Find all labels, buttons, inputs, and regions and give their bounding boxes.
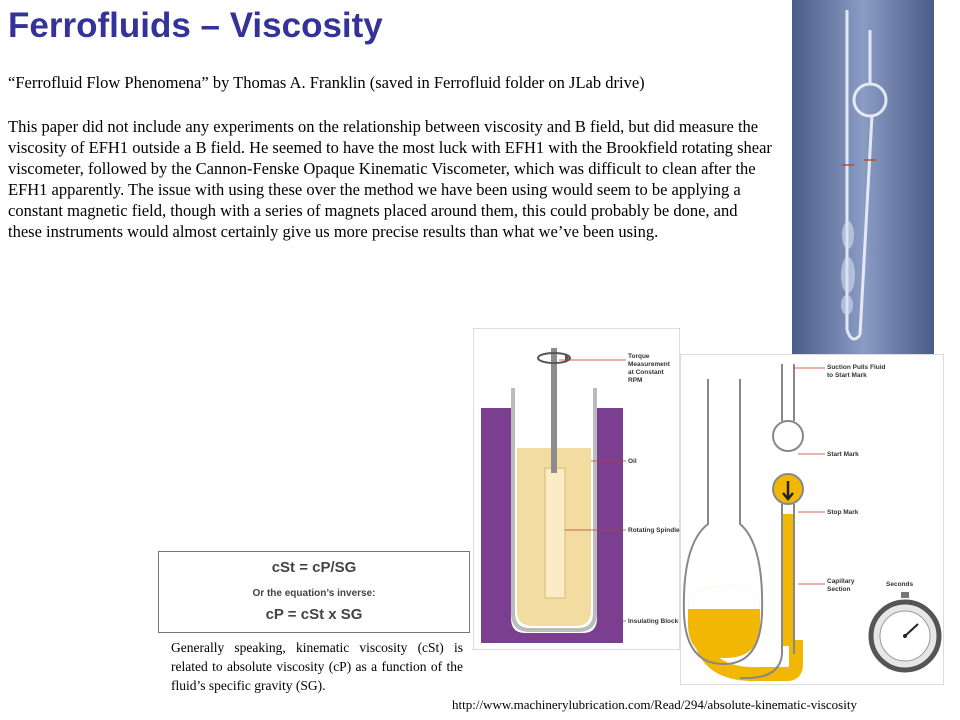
- label-torque-4: RPM: [628, 377, 643, 384]
- label-start: Start Mark: [827, 451, 859, 458]
- label-torque-1: Torque: [628, 353, 650, 360]
- label-capillary-1: Capillary: [827, 578, 855, 585]
- rotational-viscometer-diagram: [473, 328, 680, 650]
- formula-caption: Generally speaking, kinematic viscosity (cSt) is related to absolute viscosity (cP) as a function of the fluid’s specific gravity (SG).: [171, 640, 463, 693]
- label-suction-2: to Start Mark: [827, 372, 867, 379]
- viscometer-tube-photo: [792, 0, 934, 356]
- label-seconds: Seconds: [886, 581, 914, 588]
- label-spindle: Rotating Spindle: [628, 527, 680, 534]
- label-stop: Stop Mark: [827, 509, 859, 516]
- formula-cst: cSt = cP/SG: [271, 559, 357, 576]
- label-suction-1: Suction Pulls Fluid: [827, 364, 886, 371]
- paper-reference: “Ferrofluid Flow Phenomena” by Thomas A. Franklin (saved in Ferrofluid folder on JLab drive): [8, 73, 645, 92]
- page-title: Ferrofluids – Viscosity: [8, 6, 383, 45]
- body-paragraph: This paper did not include any experiments on the relationship between viscosity and B field, but did measure the viscosity of EFH1 outside a B field. He seemed to have the most luck with EFH1 with the Brookfield rotating shear viscometer, followed by the Cannon-Fenske Opaque Kinematic Viscometer, which was difficult to clean after the EFH1 apparently. The issue with using these over the method we have been using would seem to be applying a constant magnetic field, though with a series of magnets placed around them, this could probably be done, and these instruments would almost certainly give us more precise results than what we’ve been using.: [8, 117, 772, 241]
- formula-inverse-label: Or the equation’s inverse:: [252, 588, 376, 599]
- label-capillary-2: Section: [827, 586, 851, 593]
- label-oil: Oil: [628, 458, 637, 465]
- source-link[interactable]: http://www.machinerylubrication.com/Read/294/absolute-kinematic-viscosity: [452, 697, 857, 712]
- label-block: Insulating Block: [628, 618, 679, 625]
- label-torque-3: at Constant: [628, 369, 664, 376]
- label-torque-2: Measurement: [628, 361, 670, 368]
- formula-cp: cP = cSt x SG: [265, 606, 363, 623]
- formula-box: [158, 551, 470, 633]
- capillary-viscometer-diagram: [680, 354, 944, 685]
